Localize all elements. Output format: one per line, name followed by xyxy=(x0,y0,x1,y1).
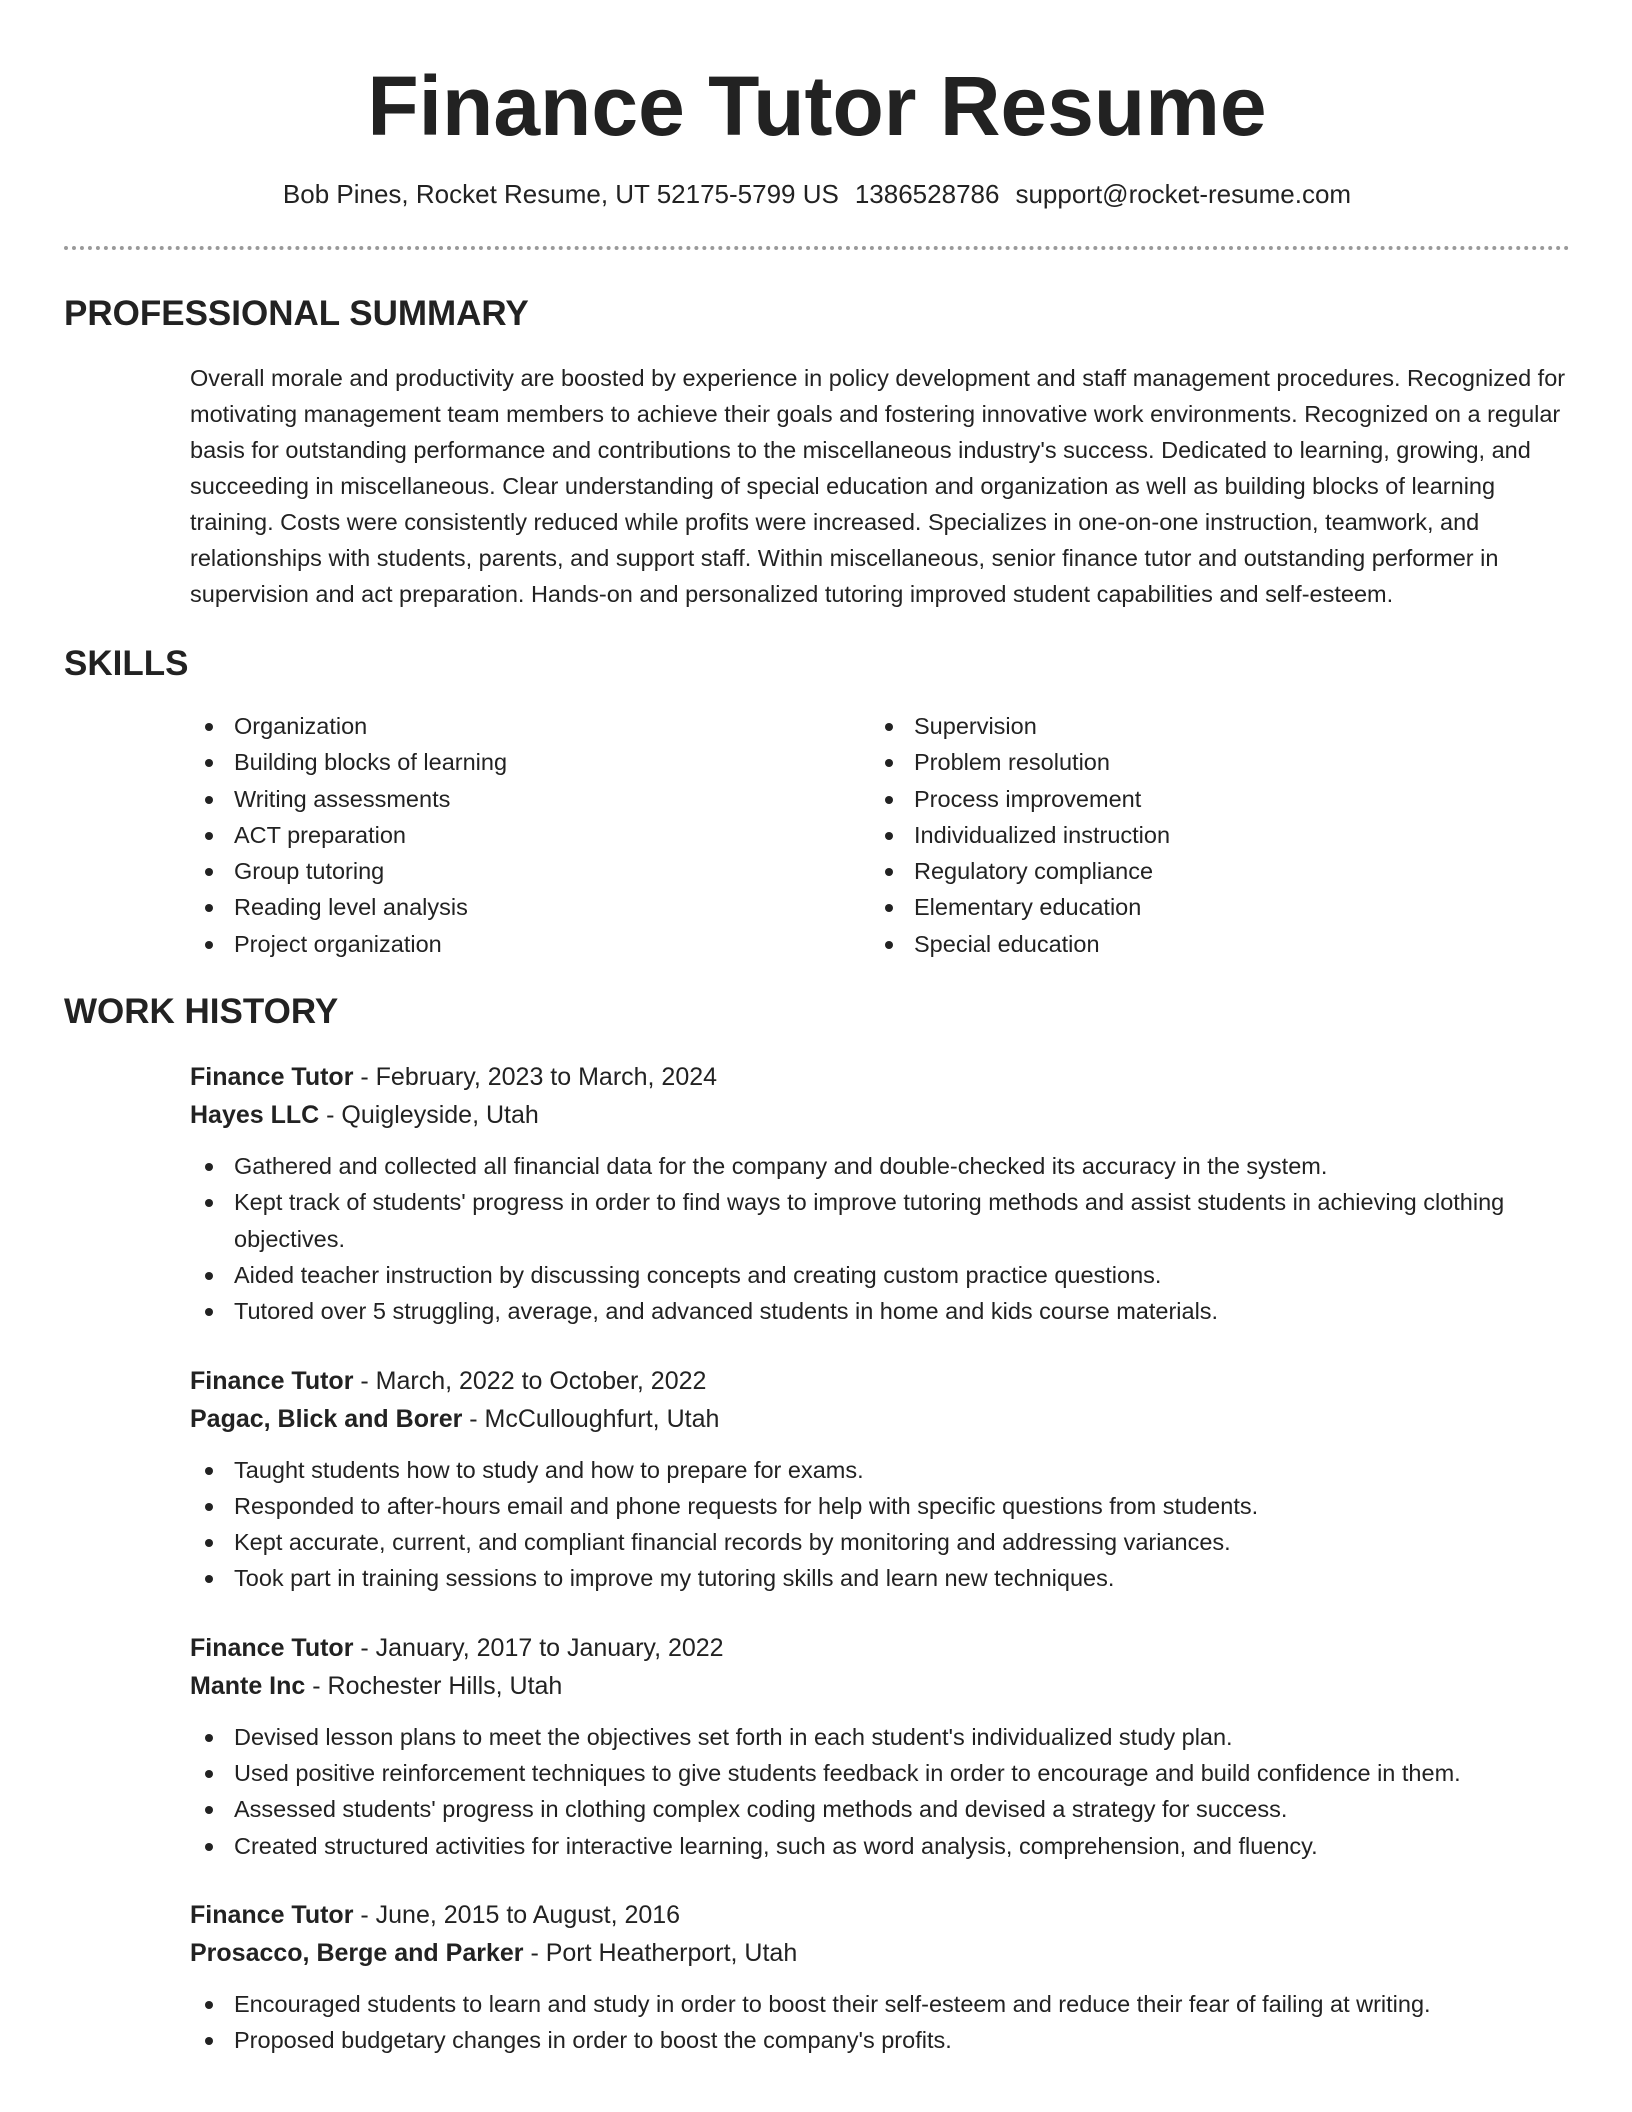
job-role: Finance Tutor xyxy=(190,1900,354,1929)
job-bullet: Created structured activities for interactive learning, such as word analysis, comprehension, and fluency. xyxy=(190,1828,1570,1864)
job-bullet: Responded to after-hours email and phone requests for help with specific questions from students. xyxy=(190,1488,1570,1524)
header-divider xyxy=(64,246,1570,250)
job-role-line xyxy=(190,1629,1570,1667)
skills-column-right xyxy=(870,708,1550,962)
skills-heading: SKILLS xyxy=(64,644,189,683)
job-bullets xyxy=(190,1986,1570,2059)
contact-phone: 1386528786 xyxy=(854,179,1000,209)
skill-item: Reading level analysis xyxy=(190,889,870,925)
job-role-line xyxy=(190,1362,1570,1400)
job-location: - Port Heatherport, Utah xyxy=(523,1938,798,1967)
contact-line xyxy=(64,176,1570,212)
skill-item: Supervision xyxy=(870,708,1550,744)
job-entry xyxy=(190,1058,1570,1329)
job-entry xyxy=(190,1629,1570,1864)
job-dates: - March, 2022 to October, 2022 xyxy=(353,1366,707,1395)
job-dates: - June, 2015 to August, 2016 xyxy=(353,1900,681,1929)
job-role: Finance Tutor xyxy=(190,1633,354,1662)
job-role-line xyxy=(190,1896,1570,1934)
skill-item: Organization xyxy=(190,708,870,744)
job-entry xyxy=(190,1896,1570,2059)
resume-title: Finance Tutor Resume xyxy=(367,59,1267,153)
job-bullet: Proposed budgetary changes in order to boost the company's profits. xyxy=(190,2022,1570,2058)
skill-item: Writing assessments xyxy=(190,781,870,817)
job-bullets xyxy=(190,1719,1570,1864)
summary-text: Overall morale and productivity are boosted by experience in policy development and staff management procedures. Recognized for motivating management team members to achieve their goals and fostering innovative work environments. Recognized on a regular basis for outstanding performance and contributions to the miscellaneous industry's success. Dedicated to learning, growing, and succeeding in miscellaneous. Clear understanding of special education and organization as well as building blocks of learning training. Costs were consistently reduced while profits were increased. Specializes in one-on-one instruction, teamwork, and relationships with students, parents, and support staff. Within miscellaneous, senior finance tutor and outstanding performer in supervision and act preparation. Hands-on and personalized tutoring improved student capabilities and self-esteem. xyxy=(190,365,1566,607)
job-bullet: Gathered and collected all financial data for the company and double-checked its accuracy in the system. xyxy=(190,1148,1570,1184)
skills-column-left xyxy=(190,708,870,962)
job-bullet: Kept accurate, current, and compliant financial records by monitoring and addressing variances. xyxy=(190,1524,1570,1560)
job-company-line xyxy=(190,1400,1570,1438)
skill-item: Project organization xyxy=(190,926,870,962)
job-role-line xyxy=(190,1058,1570,1096)
resume-page xyxy=(64,0,1570,2059)
job-bullets xyxy=(190,1148,1570,1329)
job-dates: - January, 2017 to January, 2022 xyxy=(353,1633,724,1662)
job-bullet: Tutored over 5 struggling, average, and advanced students in home and kids course materials. xyxy=(190,1293,1570,1329)
job-company: Mante Inc xyxy=(190,1671,306,1700)
job-bullet: Taught students how to study and how to prepare for exams. xyxy=(190,1452,1570,1488)
skill-item: Elementary education xyxy=(870,889,1550,925)
job-role: Finance Tutor xyxy=(190,1063,354,1092)
work-history-heading: WORK HISTORY xyxy=(64,992,339,1032)
skill-item: ACT preparation xyxy=(190,817,870,853)
job-bullet: Devised lesson plans to meet the objectives set forth in each student's individualized study plan. xyxy=(190,1719,1570,1755)
skill-item: Building blocks of learning xyxy=(190,744,870,780)
skill-item: Group tutoring xyxy=(190,853,870,889)
job-company: Pagac, Blick and Borer xyxy=(190,1404,463,1433)
skills-list xyxy=(190,708,1570,962)
job-bullet: Kept track of students' progress in order to find ways to improve tutoring methods and assist students in achieving clothing objectives. xyxy=(190,1184,1570,1257)
job-bullet: Took part in training sessions to improve my tutoring skills and learn new techniques. xyxy=(190,1560,1570,1596)
skill-item: Regulatory compliance xyxy=(870,853,1550,889)
job-location: - Quigleyside, Utah xyxy=(319,1101,539,1130)
summary-heading: PROFESSIONAL SUMMARY xyxy=(64,294,529,333)
job-company-line xyxy=(190,1934,1570,1972)
job-role: Finance Tutor xyxy=(190,1366,354,1395)
job-bullets xyxy=(190,1452,1570,1597)
contact-email: support@rocket-resume.com xyxy=(1015,179,1352,209)
job-company-line xyxy=(190,1667,1570,1705)
job-bullet: Used positive reinforcement techniques to give students feedback in order to encourage and build confidence in them. xyxy=(190,1755,1570,1791)
skill-item: Process improvement xyxy=(870,781,1550,817)
job-location: - McCulloughfurt, Utah xyxy=(462,1404,720,1433)
job-bullet: Assessed students' progress in clothing complex coding methods and devised a strategy for success. xyxy=(190,1791,1570,1827)
skill-item: Individualized instruction xyxy=(870,817,1550,853)
skill-item: Special education xyxy=(870,926,1550,962)
skill-item: Problem resolution xyxy=(870,744,1550,780)
job-entry xyxy=(190,1362,1570,1597)
job-company-line xyxy=(190,1096,1570,1134)
job-bullet: Encouraged students to learn and study in order to boost their self-esteem and reduce their fear of failing at writing. xyxy=(190,1986,1570,2022)
job-company: Prosacco, Berge and Parker xyxy=(190,1938,524,1967)
job-location: - Rochester Hills, Utah xyxy=(305,1671,563,1700)
job-bullet: Aided teacher instruction by discussing concepts and creating custom practice questions. xyxy=(190,1257,1570,1293)
job-company: Hayes LLC xyxy=(190,1101,320,1130)
contact-address: Bob Pines, Rocket Resume, UT 52175-5799 US xyxy=(282,179,839,209)
job-dates: - February, 2023 to March, 2024 xyxy=(353,1063,718,1092)
